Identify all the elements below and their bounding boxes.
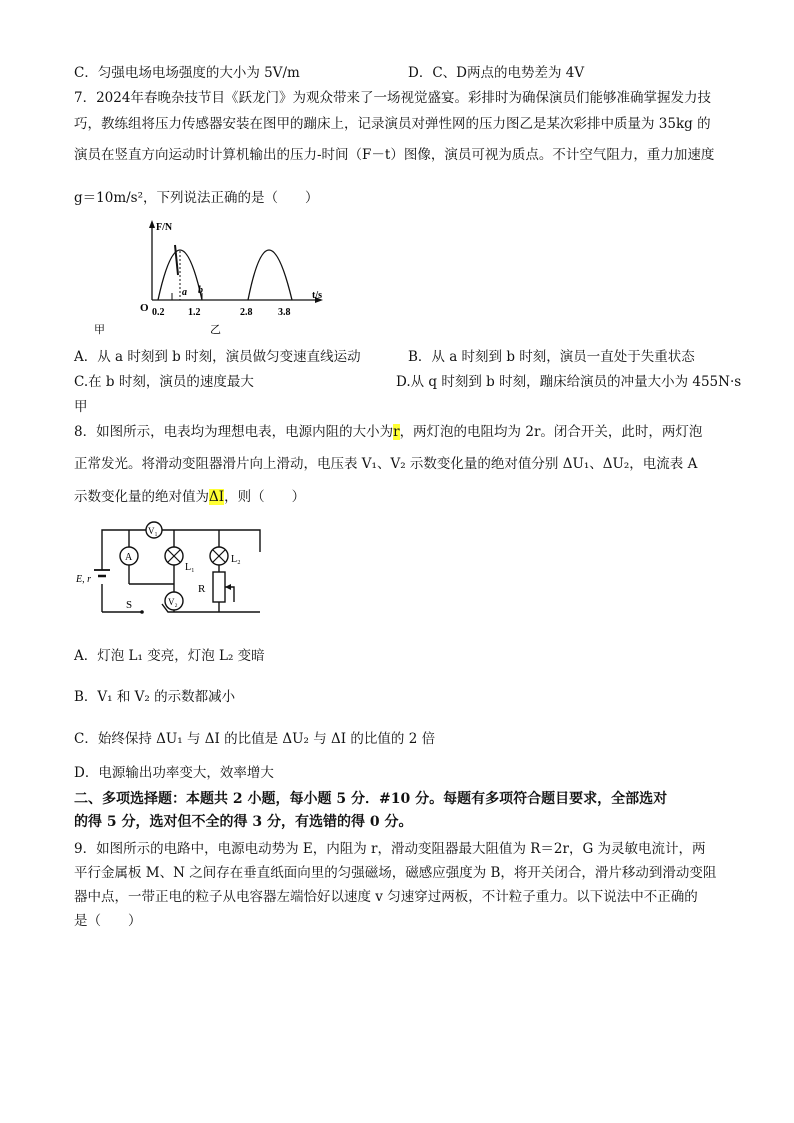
curve-mark (175, 245, 178, 275)
v2-label: V₂ (168, 597, 178, 607)
q6-option-d: D．C、D两点的电势差为 4V (408, 65, 585, 81)
q7-option-d: D.从 q 时刻到 b 时刻，蹦床给演员的冲量大小为 455N·s (396, 374, 742, 390)
ammeter-label: A (125, 552, 133, 563)
rheostat-body (213, 572, 225, 602)
tick-label-1.2: 1.2 (188, 307, 201, 318)
tick-label-0.2: 0.2 (152, 307, 165, 318)
q8-stem-line2: 正常发光。将滑动变阻器滑片向上滑动，电压表 V₁、V₂ 示数变化量的绝对值分别 ΔU₁、ΔU₂，电流表 A (74, 456, 698, 472)
second-contact-curve (248, 250, 292, 300)
q8-circuit-diagram (74, 512, 274, 627)
q8-stem-line1-b: ，两灯泡的电阻均为 2r。闭合开关，此时，两灯泡 (399, 424, 703, 440)
switch-label: S (126, 599, 133, 611)
v1-label: V₁ (148, 526, 158, 536)
q8-highlight-delta-i: ΔI (209, 489, 225, 505)
q7-force-time-graph (90, 215, 340, 340)
q8-option-c: C．始终保持 ΔU₁ 与 ΔI 的比值是 ΔU₂ 与 ΔI 的比值的 2 倍 (74, 731, 436, 747)
caption-yi: 乙 (210, 324, 221, 336)
tick-label-3.8: 3.8 (278, 307, 291, 318)
tick-label-2.8: 2.8 (240, 307, 253, 318)
q7-stem-line2: 巧，教练组将压力传感器安装在图甲的蹦床上，记录演员对弹性网的压力图乙是某次彩排中质量为 35kg 的 (74, 116, 711, 132)
resistor-label: R (198, 583, 206, 595)
q8-stem-line3 (74, 488, 305, 506)
q9-stem-line4: 是（ ） (74, 913, 142, 929)
l2-label: L₂ (231, 554, 241, 565)
origin-label: O (140, 302, 149, 314)
slider-arrow (225, 584, 231, 590)
q9-stem-line3: 器中点，一带正电的粒子从电容器左端恰好以速度 v 匀速穿过两板，不计粒子重力。以下说法中不正确的 (74, 889, 698, 905)
q8-option-d: D．电源输出功率变大，效率增大 (74, 765, 274, 781)
q7-option-b: B．从 a 时刻到 b 时刻，演员一直处于失重状态 (408, 349, 695, 365)
x-axis-label: t/s (312, 290, 322, 301)
stray-char: 甲 (74, 399, 88, 415)
emf-label: E, r (76, 574, 91, 585)
q6-option-c: C．匀强电场电场强度的大小为 5V/m (74, 65, 300, 81)
point-b-label: b (198, 285, 203, 296)
switch-contact (140, 610, 144, 614)
caption-jia: 甲 (94, 324, 105, 336)
q8-option-a: A．灯泡 L₁ 变亮，灯泡 L₂ 变暗 (74, 648, 265, 664)
y-axis-label: F/N (156, 222, 173, 233)
q7-stem-line3: 演员在竖直方向运动时计算机输出的压力-时间（F－t）图像，演员可视为质点。不计空气阻力，重力加速度 (74, 147, 715, 163)
q7-option-c: C.在 b 时刻，演员的速度最大 (74, 374, 254, 390)
q9-stem-line1: 9．如图所示的电路中，电源电动势为 E，内阻为 r，滑动变阻器最大阻值为 R＝2r，G 为灵敏电流计，两 (74, 841, 706, 857)
point-a-label: a (182, 287, 187, 298)
q7-stem-line4: g＝10m/s²，下列说法正确的是（ ） (74, 190, 319, 206)
q7-stem-line1: 7．2024年春晚杂技节目《跃龙门》为观众带来了一场视觉盛宴。彩排时为确保演员们能够准确掌握发力技 (74, 90, 711, 106)
q8-stem-line3-b: ，则（ ） (224, 489, 306, 505)
y-axis-arrow (149, 220, 155, 228)
l1-label: L₁ (185, 562, 195, 573)
q8-highlight-r: r (393, 424, 400, 440)
q7-option-a: A．从 a 时刻到 b 时刻，演员做匀变速直线运动 (74, 349, 361, 365)
section2-heading-line1: 二、多项选择题：本题共 2 小题，每小题 5 分．#10 分。每题有多项符合题目要求，全部选对 (74, 791, 668, 807)
q8-stem-line1 (74, 423, 702, 441)
q8-stem-line3-a: 示数变化量的绝对值为 (74, 489, 209, 505)
q8-stem-line1-a: 8．如图所示，电表均为理想电表，电源内阻的大小为 (74, 424, 394, 440)
q8-option-b: B．V₁ 和 V₂ 的示数都减小 (74, 689, 236, 705)
section2-heading-line2: 的得 5 分，选对但不全的得 3 分，有选错的得 0 分。 (74, 814, 413, 830)
q9-stem-line2: 平行金属板 M、N 之间存在垂直纸面向里的匀强磁场，磁感应强度为 B，将开关闭合，滑片移动到滑动变阻 (74, 865, 717, 881)
